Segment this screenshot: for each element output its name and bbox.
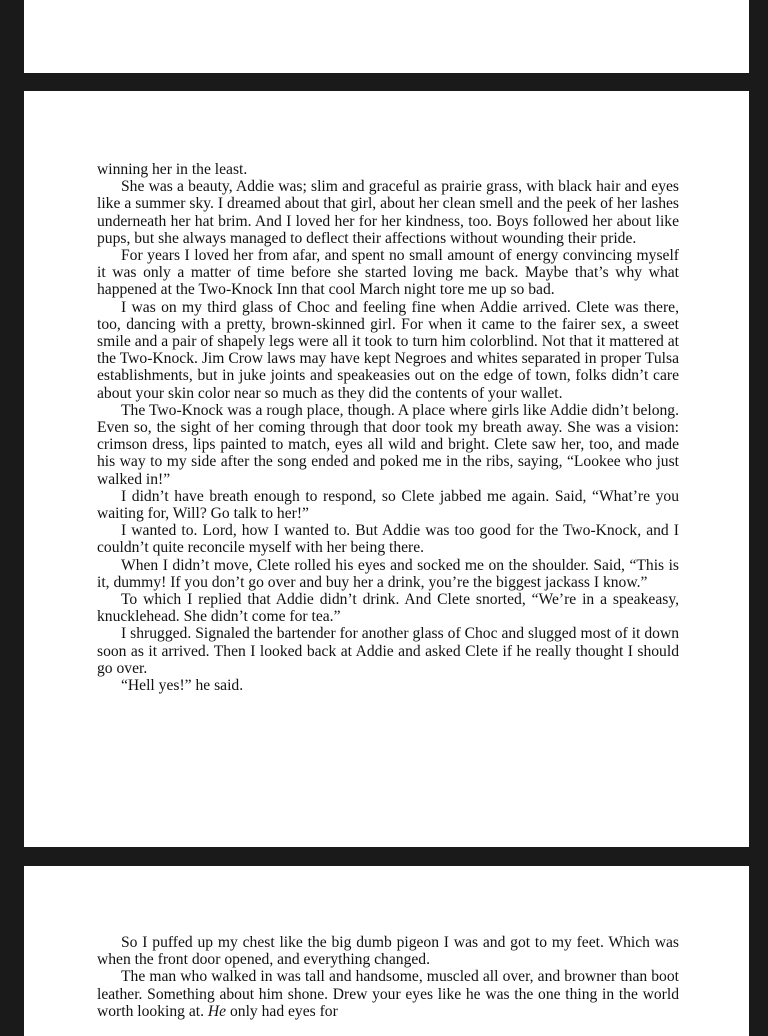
- paragraph-text-continued: only had eyes for: [226, 1002, 338, 1020]
- page-text: [97, 934, 679, 1020]
- paragraph: winning her in the least.: [97, 161, 248, 178]
- emphasis-text: He: [207, 1002, 227, 1020]
- paragraph: So I puffed up my chest like the big dumb pigeon I was and got to my feet. Which was when the front door opened, and everything changed.: [97, 934, 679, 969]
- paragraph: I didn’t have breath enough to respond, so Clete jabbed me again. Said, “What’re you waiting for, Will? Go talk to her!”: [97, 487, 679, 523]
- page-text: [97, 161, 679, 694]
- paragraph: [97, 968, 679, 1020]
- paragraph: I shrugged. Signaled the bartender for another glass of Choc and slugged most of it down soon as it arrived. Then I looked back at Addie and asked Clete if he really thought I should go over.: [97, 625, 679, 677]
- paragraph: When I didn’t move, Clete rolled his eyes and socked me on the shoulder. Said, “This is it, dummy! If you don’t go over and buy her a drink, you’re the biggest jackass I know.”: [97, 556, 679, 591]
- paragraph: I was on my third glass of Choc and feeling fine when Addie arrived. Clete was there, too, dancing with a pretty, brown-skinned girl. For when it came to the fairer sex, a sweet smile and a pair of shapely legs were all it took to turn him colorblind. Not that it mattered at the Two-Knock. Jim Crow laws may have kept Negroes and whites separated in proper Tulsa establishments, but in juke joints and speakeasies out on the edge of town, folks didn’t care about your skin color near so much as they did the contents of your wallet.: [97, 298, 679, 402]
- current-page: [24, 91, 749, 847]
- paragraph: For years I loved her from afar, and spent no small amount of energy convincing myself it was only a matter of time before she started loving me back. Maybe that’s why what happened at the Two-Knock Inn that cool March night tore me up so bad.: [97, 247, 679, 299]
- paragraph: To which I replied that Addie didn’t drink. And Clete snorted, “We’re in a speakeasy, knucklehead. She didn’t come for tea.”: [97, 591, 679, 626]
- paragraph: “Hell yes!” he said.: [121, 677, 244, 695]
- paragraph: I wanted to. Lord, how I wanted to. But Addie was too good for the Two-Knock, and I couldn’t quite reconcile myself with her being there.: [97, 522, 679, 557]
- next-page: [24, 866, 749, 1036]
- paragraph: The Two-Knock was a rough place, though. A place where girls like Addie didn’t belong. Even so, the sight of her coming through that door took my breath away. She was a vision: crimson dress, lips painted to match, eyes all wild and bright. Clete saw her, too, and made his way to my side after the song ended and poked me in the ribs, saying, “Lookee who just walked in!”: [97, 401, 679, 488]
- paragraph-text: The man who walked in was tall and handsome, muscled all over, and browner than boot leather. Something about him shone. Drew your eyes like he was the one thing in the world worth looking at.: [97, 968, 679, 1020]
- previous-page: [24, 0, 749, 73]
- paragraph: She was a beauty, Addie was; slim and graceful as prairie grass, with black hair and eyes like a summer sky. I dreamed about that girl, about her clean smell and the peek of her lashes underneath her hat brim. And I loved her for her kindness, too. Boys followed her about like pups, but she always managed to deflect their affections without wounding their pride.: [97, 178, 679, 247]
